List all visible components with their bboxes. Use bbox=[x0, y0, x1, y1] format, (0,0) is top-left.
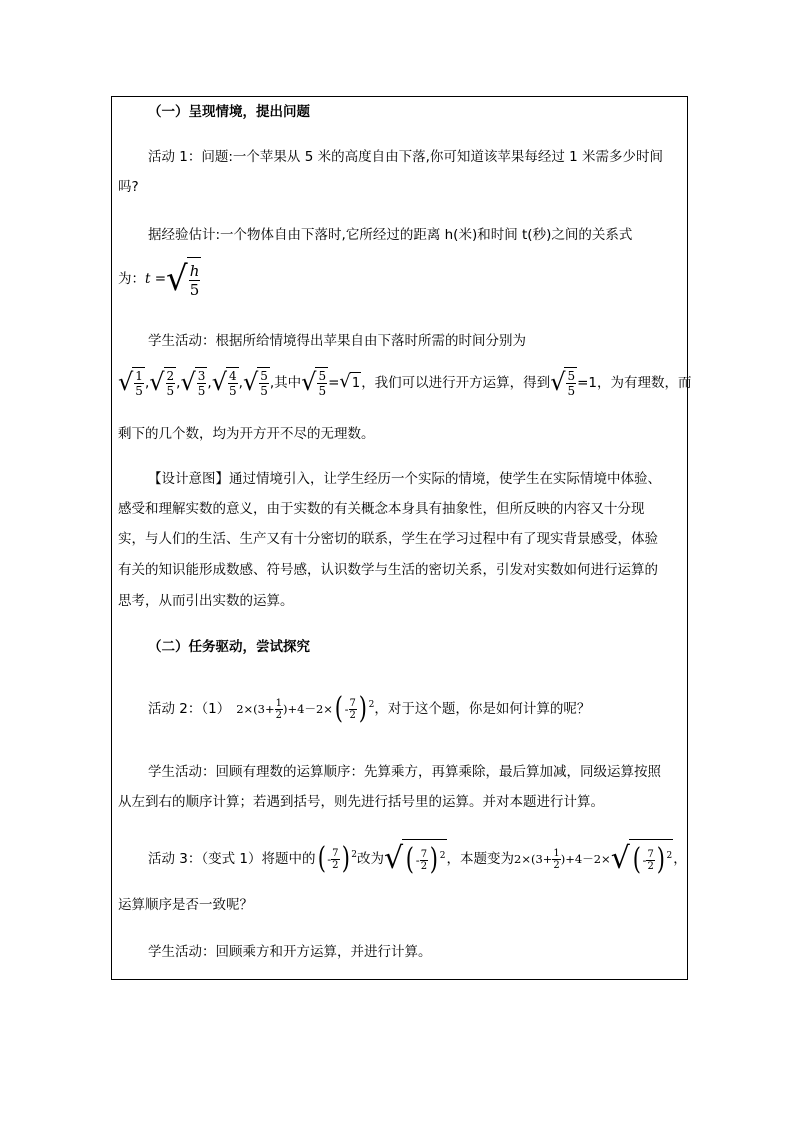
estimate-formula-line bbox=[118, 257, 201, 301]
activity-1-line-1: 活动 1：问题:一个苹果从 5 米的高度自由下落,你可知道该苹果每经过 1 米需多少时间 bbox=[148, 149, 664, 165]
activity-3-end: ， bbox=[673, 851, 687, 867]
design-intent-line-2: 感受和理解实数的意义，由于实数的有关概念本身具有抽象性，但所反映的内容又十分现 bbox=[118, 501, 645, 517]
student-activity-3-line-1: 学生活动：回顾乘方和开方运算，并进行计算。 bbox=[148, 944, 432, 960]
activity-2-expression: 2×(3+ $\frac{1}{2}$ )+4－2× ( - $\frac{7}{2}$ ) 2 bbox=[236, 691, 375, 726]
design-intent-line-4: 有关的知识能形成数感、符号感，认识数学与生活的密切关系，引发对实数如何进行运算的 bbox=[118, 562, 658, 578]
activity-3-prefix: 活动 3：（变式 1）将题中的 bbox=[148, 851, 316, 867]
stu1-text-b: ，我们可以进行开方运算，得到 bbox=[361, 374, 551, 391]
sqrt-3-over-5: √ $\frac{3}{5}$ bbox=[180, 368, 206, 398]
design-intent-line-1: 【设计意图】通过情境引入，让学生经历一个实际的情境，使学生在实际情境中体验、 bbox=[148, 471, 661, 487]
stu1-text-a: ,其中 bbox=[269, 374, 302, 391]
student-activity-2-line-1: 学生活动：回顾有理数的运算顺序：先算乘方，再算乘除，最后算加减，同级运算按照 bbox=[148, 764, 661, 780]
sqrt-1: √ 1 bbox=[339, 370, 361, 392]
activity-3-expr-c: 2×(3+ $\frac{1}{2}$ )+4－2× √ ( - $\frac{7}{2}$ ) 2 bbox=[514, 841, 673, 877]
sqrt-1-over-5: √ $\frac{1}{5}$ bbox=[118, 368, 143, 398]
sqrt-5-over-5-eq: √ $\frac{5}{5}$ bbox=[301, 368, 327, 398]
formula-t: t = bbox=[145, 271, 167, 287]
sqrt-2-over-5: √ $\frac{2}{5}$ bbox=[149, 368, 175, 398]
activity-3-line-2: 运算顺序是否一致呢？ bbox=[118, 897, 253, 913]
activity-3-expr-b: √ ( - $\frac{7}{2}$ ) 2 bbox=[383, 841, 446, 877]
design-intent-line-3: 实，与人们的生活、生产又有十分密切的联系，学生在学习过程中有了现实背景感受，体验 bbox=[118, 531, 658, 547]
activity-3-line-1 bbox=[148, 839, 687, 879]
section-2-title: （二）任务驱动，尝试探究 bbox=[148, 639, 310, 655]
student-activity-1-line-1: 学生活动：根据所给情境得出苹果自由下落时所需的时间分别为 bbox=[148, 333, 526, 349]
activity-1-line-2: 吗? bbox=[118, 179, 139, 195]
sqrt-5-over-5-result: √ $\frac{5}{5}$ bbox=[550, 368, 576, 398]
formula-numerator: h bbox=[189, 261, 200, 280]
sqrt-4-over-5: √ $\frac{4}{5}$ bbox=[211, 368, 237, 398]
activity-2-suffix: ，对于这个题，你是如何计算的呢？ bbox=[374, 701, 591, 717]
activity-2-prefix: 活动 2：（1） bbox=[148, 701, 231, 717]
estimate-line-1: 据经验估计:一个物体自由下落时,它所经过的距离 h(米)和时间 t(秒)之间的关系式 bbox=[148, 227, 633, 243]
student-activity-2-line-2: 从左到右的顺序计算；若遇到括号，则先进行括号里的运算。并对本题进行计算。 bbox=[118, 794, 604, 810]
content-table-cell bbox=[111, 96, 692, 980]
activity-3-mid-2: ，本题变为 bbox=[446, 851, 515, 867]
student-activity-1-line-3: 剩下的几个数，均为开方开不尽的无理数。 bbox=[118, 426, 375, 442]
design-intent-line-5: 思考，从而引出实数的运算。 bbox=[118, 593, 294, 609]
section-1-title: （一）呈现情境，提出问题 bbox=[148, 104, 310, 120]
estimate-line-2-prefix: 为： bbox=[118, 271, 145, 287]
activity-3-expr-a: ( - $\frac{7}{2}$ ) 2 bbox=[317, 841, 357, 876]
formula-sqrt: √ $\frac{h}{5}$ bbox=[166, 259, 200, 299]
sqrt-5-over-5: √ $\frac{5}{5}$ bbox=[242, 368, 268, 398]
activity-2-line bbox=[148, 693, 590, 725]
activity-3-mid-1: 改为 bbox=[356, 851, 384, 867]
formula-denominator: 5 bbox=[189, 280, 200, 299]
stu1-text-c: =1，为有理数，而 bbox=[577, 374, 692, 391]
student-activity-1-line-2: √ $\frac{1}{5}$ , √ $\frac{2}{5}$ , √ $\frac{3}{5}$ , √ $\frac{4}{5}$ , √ $\frac{5}{5}$ ,其中 √ $\frac{5}{5}$ = √ 1 ，我们可以进行开方运算，得到 √ $\frac{5}{5}$ =1，为有理数，而 bbox=[118, 368, 692, 398]
